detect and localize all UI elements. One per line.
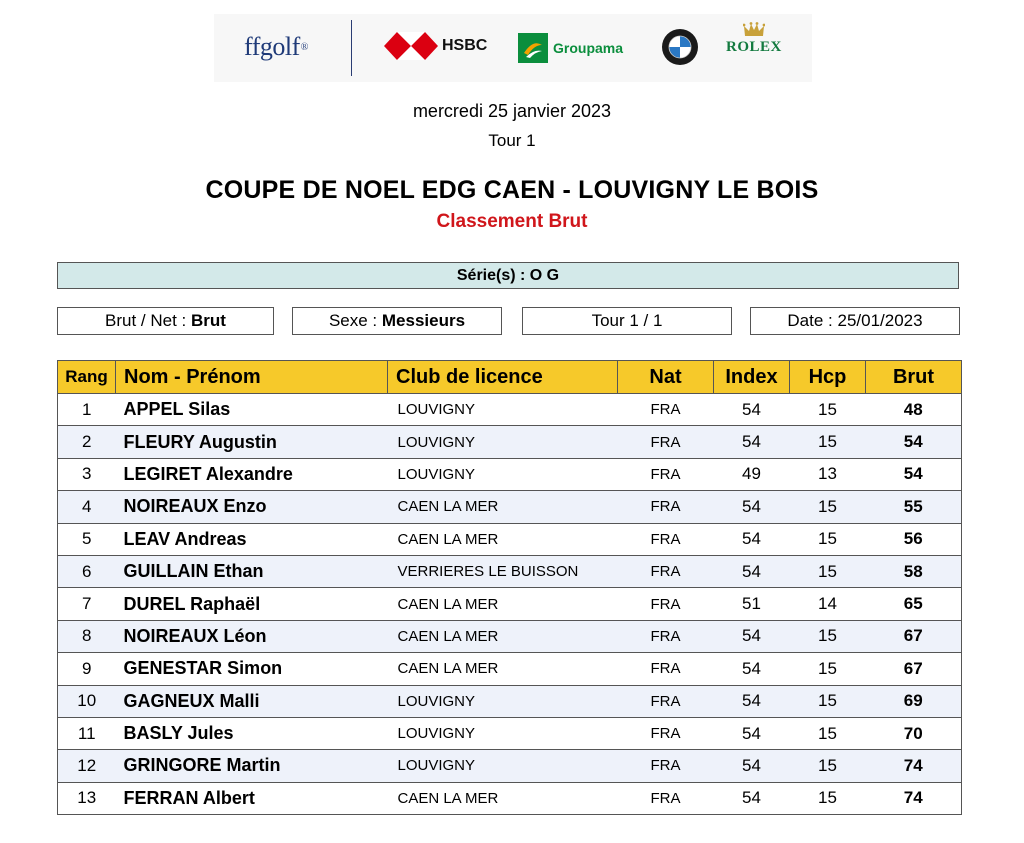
cell-rang: 9 bbox=[58, 653, 116, 685]
date-box: Date : 25/01/2023 bbox=[750, 307, 960, 335]
page-subtitle: Classement Brut bbox=[436, 211, 588, 232]
cell-hcp: 15 bbox=[790, 523, 866, 555]
bmw-roundel-icon bbox=[661, 28, 699, 66]
sponsor-banner bbox=[214, 14, 812, 82]
cell-club: CAEN LA MER bbox=[388, 653, 618, 685]
cell-rang: 2 bbox=[58, 426, 116, 458]
ffgolf-logo-text: ffgolf bbox=[244, 32, 300, 61]
brutnet-box bbox=[57, 307, 274, 335]
results-table bbox=[57, 360, 962, 815]
cell-club: LOUVIGNY bbox=[388, 458, 618, 490]
cell-brut: 67 bbox=[866, 620, 962, 652]
cell-name: NOIREAUX Léon bbox=[116, 620, 388, 652]
cell-brut: 54 bbox=[866, 426, 962, 458]
cell-club: CAEN LA MER bbox=[388, 491, 618, 523]
cell-index: 51 bbox=[714, 588, 790, 620]
cell-club: CAEN LA MER bbox=[388, 620, 618, 652]
cell-brut: 55 bbox=[866, 491, 962, 523]
cell-name: LEAV Andreas bbox=[116, 523, 388, 555]
cell-rang: 11 bbox=[58, 717, 116, 749]
hsbc-logo bbox=[384, 32, 487, 60]
cell-rang: 12 bbox=[58, 750, 116, 782]
cell-name: NOIREAUX Enzo bbox=[116, 491, 388, 523]
cell-rang: 1 bbox=[58, 394, 116, 426]
cell-index: 54 bbox=[714, 782, 790, 814]
column-header-rang: Rang bbox=[58, 361, 116, 394]
cell-nat: FRA bbox=[618, 750, 714, 782]
cell-nat: FRA bbox=[618, 426, 714, 458]
cell-hcp: 15 bbox=[790, 426, 866, 458]
cell-hcp: 14 bbox=[790, 588, 866, 620]
cell-rang: 10 bbox=[58, 685, 116, 717]
cell-club: LOUVIGNY bbox=[388, 394, 618, 426]
cell-name: DUREL Raphaël bbox=[116, 588, 388, 620]
cell-hcp: 15 bbox=[790, 782, 866, 814]
cell-index: 54 bbox=[714, 620, 790, 652]
banner-divider bbox=[351, 20, 352, 76]
table-row bbox=[58, 458, 962, 490]
table-row bbox=[58, 653, 962, 685]
cell-index: 54 bbox=[714, 555, 790, 587]
cell-nat: FRA bbox=[618, 653, 714, 685]
column-header-club: Club de licence bbox=[388, 361, 618, 394]
cell-brut: 58 bbox=[866, 555, 962, 587]
rolex-crown-icon bbox=[743, 22, 765, 38]
cell-club: CAEN LA MER bbox=[388, 523, 618, 555]
cell-hcp: 15 bbox=[790, 653, 866, 685]
rolex-logo-text: ROLEX bbox=[726, 39, 782, 55]
event-date: mercredi 25 janvier 2023 bbox=[412, 101, 612, 121]
page-title: COUPE DE NOEL EDG CAEN - LOUVIGNY LE BOIS bbox=[205, 176, 819, 204]
table-row bbox=[58, 750, 962, 782]
bmw-logo bbox=[661, 28, 699, 66]
groupama-logo bbox=[518, 33, 623, 63]
cell-nat: FRA bbox=[618, 523, 714, 555]
cell-brut: 69 bbox=[866, 685, 962, 717]
rolex-logo bbox=[726, 22, 782, 56]
table-row bbox=[58, 491, 962, 523]
cell-hcp: 15 bbox=[790, 491, 866, 523]
groupama-logo-text: Groupama bbox=[553, 40, 624, 56]
brutnet-label: Brut / Net : bbox=[105, 311, 187, 330]
cell-index: 54 bbox=[714, 717, 790, 749]
cell-brut: 48 bbox=[866, 394, 962, 426]
cell-club: CAEN LA MER bbox=[388, 588, 618, 620]
cell-rang: 13 bbox=[58, 782, 116, 814]
cell-club: LOUVIGNY bbox=[388, 750, 618, 782]
event-tour: Tour 1 bbox=[488, 131, 536, 150]
table-row bbox=[58, 685, 962, 717]
cell-brut: 74 bbox=[866, 750, 962, 782]
ffgolf-logo bbox=[244, 32, 308, 62]
brutnet-value: Brut bbox=[191, 311, 226, 330]
cell-index: 54 bbox=[714, 394, 790, 426]
cell-hcp: 15 bbox=[790, 717, 866, 749]
sexe-label: Sexe : bbox=[328, 311, 378, 330]
cell-hcp: 13 bbox=[790, 458, 866, 490]
ffgolf-mark-icon: ® bbox=[300, 41, 308, 53]
cell-name: APPEL Silas bbox=[116, 394, 388, 426]
cell-brut: 70 bbox=[866, 717, 962, 749]
groupama-emblem-icon bbox=[518, 33, 548, 63]
cell-nat: FRA bbox=[618, 782, 714, 814]
table-row bbox=[58, 555, 962, 587]
cell-hcp: 15 bbox=[790, 750, 866, 782]
cell-index: 54 bbox=[714, 685, 790, 717]
sexe-value: Messieurs bbox=[381, 311, 466, 330]
cell-name: GAGNEUX Malli bbox=[116, 685, 388, 717]
cell-rang: 3 bbox=[58, 458, 116, 490]
cell-name: GUILLAIN Ethan bbox=[116, 555, 388, 587]
cell-rang: 5 bbox=[58, 523, 116, 555]
table-row bbox=[58, 620, 962, 652]
cell-club: CAEN LA MER bbox=[388, 782, 618, 814]
table-header-row bbox=[58, 361, 962, 394]
cell-club: VERRIERES LE BUISSON bbox=[388, 555, 618, 587]
cell-name: LEGIRET Alexandre bbox=[116, 458, 388, 490]
cell-rang: 6 bbox=[58, 555, 116, 587]
hsbc-hexagon-icon bbox=[384, 32, 438, 60]
cell-hcp: 15 bbox=[790, 555, 866, 587]
cell-brut: 65 bbox=[866, 588, 962, 620]
cell-brut: 74 bbox=[866, 782, 962, 814]
cell-name: FERRAN Albert bbox=[116, 782, 388, 814]
hsbc-logo-text: HSBC bbox=[442, 37, 488, 54]
cell-index: 54 bbox=[714, 491, 790, 523]
cell-nat: FRA bbox=[618, 588, 714, 620]
cell-hcp: 15 bbox=[790, 685, 866, 717]
table-row bbox=[58, 588, 962, 620]
cell-name: FLEURY Augustin bbox=[116, 426, 388, 458]
series-bar: Série(s) : O G bbox=[57, 262, 959, 289]
cell-club: LOUVIGNY bbox=[388, 426, 618, 458]
table-row bbox=[58, 394, 962, 426]
cell-index: 54 bbox=[714, 750, 790, 782]
cell-brut: 54 bbox=[866, 458, 962, 490]
cell-nat: FRA bbox=[618, 458, 714, 490]
cell-nat: FRA bbox=[618, 717, 714, 749]
cell-nat: FRA bbox=[618, 620, 714, 652]
cell-hcp: 15 bbox=[790, 394, 866, 426]
cell-nat: FRA bbox=[618, 685, 714, 717]
cell-nat: FRA bbox=[618, 491, 714, 523]
cell-rang: 7 bbox=[58, 588, 116, 620]
cell-hcp: 15 bbox=[790, 620, 866, 652]
cell-brut: 67 bbox=[866, 653, 962, 685]
cell-name: GRINGORE Martin bbox=[116, 750, 388, 782]
cell-index: 54 bbox=[714, 523, 790, 555]
cell-rang: 4 bbox=[58, 491, 116, 523]
cell-name: GENESTAR Simon bbox=[116, 653, 388, 685]
cell-club: LOUVIGNY bbox=[388, 717, 618, 749]
table-row bbox=[58, 426, 962, 458]
cell-nat: FRA bbox=[618, 394, 714, 426]
table-row bbox=[58, 717, 962, 749]
cell-name: BASLY Jules bbox=[116, 717, 388, 749]
column-header-index: Index bbox=[714, 361, 790, 394]
column-header-name: Nom - Prénom bbox=[116, 361, 388, 394]
cell-index: 49 bbox=[714, 458, 790, 490]
cell-rang: 8 bbox=[58, 620, 116, 652]
cell-index: 54 bbox=[714, 653, 790, 685]
column-header-hcp: Hcp bbox=[790, 361, 866, 394]
cell-club: LOUVIGNY bbox=[388, 685, 618, 717]
cell-nat: FRA bbox=[618, 555, 714, 587]
column-header-nat: Nat bbox=[618, 361, 714, 394]
column-header-brut: Brut bbox=[866, 361, 962, 394]
tour-box: Tour 1 / 1 bbox=[522, 307, 732, 335]
table-row bbox=[58, 782, 962, 814]
sexe-box bbox=[292, 307, 502, 335]
cell-brut: 56 bbox=[866, 523, 962, 555]
table-row bbox=[58, 523, 962, 555]
cell-index: 54 bbox=[714, 426, 790, 458]
